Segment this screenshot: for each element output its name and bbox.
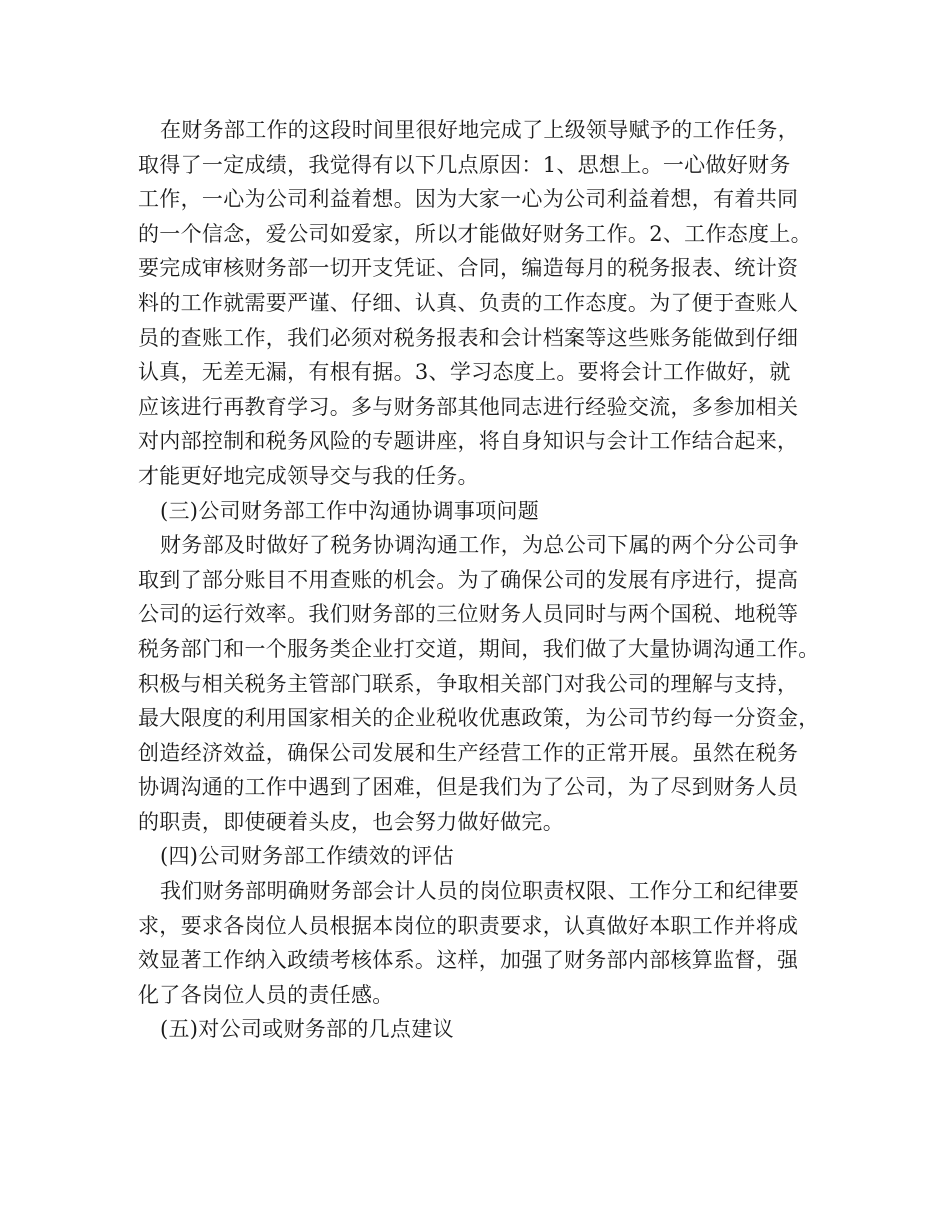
section-heading-3: (三)公司财务部工作中沟通协调事项问题	[160, 498, 540, 523]
paragraph-line: 创造经济效益，确保公司发展和生产经营工作的正常开展。虽然在税务	[138, 740, 799, 765]
paragraph-line: 取得了一定成绩，我觉得有以下几点原因：1、思想上。一心做好财务	[138, 152, 791, 177]
paragraph-line: 才能更好地完成领导交与我的任务。	[138, 463, 479, 488]
paragraph-line: 料的工作就需要严谨、仔细、认真、负责的工作态度。为了便于查账人	[138, 290, 799, 315]
paragraph-line: 在财务部工作的这段时间里很好地完成了上级领导赋予的工作任务，	[160, 118, 799, 142]
paragraph-line: 协调沟通的工作中遇到了困难，但是我们为了公司，为了尽到财务人员	[138, 775, 799, 800]
paragraph-line: 取到了部分账目不用查账的机会。为了确保公司的发展有序进行，提高	[138, 567, 799, 592]
paragraph-line: 税务部门和一个服务类企业打交道，期间，我们做了大量协调沟通工作。	[138, 636, 820, 661]
paragraph-line: 要完成审核财务部一切开支凭证、合同，编造每月的税务报表、统计资	[138, 256, 799, 281]
paragraph-line: 应该进行再教育学习。多与财务部其他同志进行经验交流，多参加相关	[138, 394, 799, 419]
paragraph-line: 对内部控制和税务风险的专题讲座，将自身知识与会计工作结合起来，	[138, 429, 799, 454]
paragraph-line: 的一个信念，爱公司如爱家，所以才能做好财务工作。2、工作态度上。	[138, 221, 812, 246]
paragraph-line: 最大限度的利用国家相关的企业税收优惠政策，为公司节约每一分资金，	[138, 706, 820, 731]
paragraph-line: 化了各岗位人员的责任感。	[138, 982, 394, 1007]
paragraph-line: 求，要求各岗位人员根据本岗位的职责要求，认真做好本职工作并将成	[138, 913, 799, 938]
paragraph-line: 的职责，即使硬着头皮，也会努力做好做完。	[138, 809, 564, 834]
section-heading-4: (四)公司财务部工作绩效的评估	[160, 844, 454, 869]
paragraph-line: 效显著工作纳入政绩考核体系。这样，加强了财务部内部核算监督，强	[138, 948, 799, 973]
section-heading-5: (五)对公司或财务部的几点建议	[160, 1017, 454, 1042]
document-body	[138, 113, 828, 1047]
paragraph-line: 我们财务部明确财务部会计人员的岗位职责权限、工作分工和纪律要	[160, 879, 799, 904]
paragraph-line: 公司的运行效率。我们财务部的三位财务人员同时与两个国税、地税等	[138, 602, 799, 627]
paragraph-line: 员的查账工作，我们必须对税务报表和会计档案等这些账务能做到仔细	[138, 325, 799, 350]
paragraph-line: 积极与相关税务主管部门联系，争取相关部门对我公司的理解与支持，	[138, 671, 799, 696]
paragraph-line: 认真，无差无漏，有根有据。3、学习态度上。要将会计工作做好，就	[138, 360, 791, 385]
paragraph-line: 财务部及时做好了税务协调沟通工作，为总公司下属的两个分公司争	[160, 533, 799, 558]
paragraph-line: 工作，一心为公司利益着想。因为大家一心为公司利益着想，有着共同	[138, 187, 799, 212]
